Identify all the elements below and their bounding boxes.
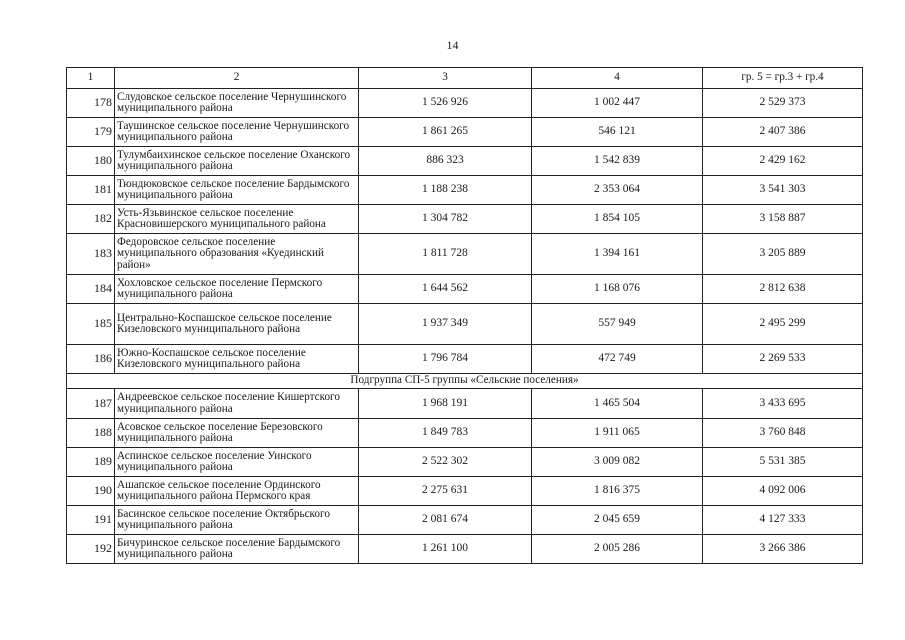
settlement-name: Слудовское сельское поселение Чернушинского муниципального района: [115, 89, 359, 118]
group-section: [67, 374, 863, 389]
table-body-b: [67, 389, 863, 564]
table-row: [67, 118, 863, 147]
value-col-4: 472 749: [532, 345, 703, 374]
value-col-4: 1 816 375: [532, 477, 703, 506]
value-col-4: 1 002 447: [532, 89, 703, 118]
value-col-3: 1 796 784: [359, 345, 532, 374]
settlements-table: [66, 67, 863, 564]
row-number: 191: [67, 506, 115, 535]
table-row: [67, 176, 863, 205]
table-row: [67, 147, 863, 176]
settlement-name: Усть-Язьвинское сельское поселение Красновишерского муниципального района: [115, 205, 359, 234]
table-row: [67, 345, 863, 374]
value-col-3: 886 323: [359, 147, 532, 176]
page-number: 14: [446, 38, 459, 52]
value-col-5: 3 760 848: [703, 419, 863, 448]
value-col-5: 2 429 162: [703, 147, 863, 176]
settlement-name: Андреевское сельское поселение Кишертского муниципального района: [115, 389, 359, 419]
settlement-name: Асовское сельское поселение Березовского муниципального района: [115, 419, 359, 448]
value-col-5: 2 812 638: [703, 275, 863, 304]
settlement-name: Басинское сельское поселение Октябрьского муниципального района: [115, 506, 359, 535]
row-number: 188: [67, 419, 115, 448]
table-row: [67, 448, 863, 477]
table-row: [67, 234, 863, 275]
group-row: [67, 374, 863, 389]
value-col-5: 2 269 533: [703, 345, 863, 374]
row-number: 182: [67, 205, 115, 234]
value-col-5: 5 531 385: [703, 448, 863, 477]
value-col-3: 1 937 349: [359, 304, 532, 345]
settlement-name: Южно-Коспашское сельское поселение Кизеловского муниципального района: [115, 345, 359, 374]
header-col-2: 2: [115, 68, 359, 89]
table-row: [67, 275, 863, 304]
header-col-5: гр. 5 = гр.3 + гр.4: [703, 68, 863, 89]
row-number: 185: [67, 304, 115, 345]
value-col-3: 2 275 631: [359, 477, 532, 506]
value-col-3: 1 861 265: [359, 118, 532, 147]
row-number: 178: [67, 89, 115, 118]
value-col-4: 1 394 161: [532, 234, 703, 275]
row-number: 184: [67, 275, 115, 304]
value-col-5: 3 205 889: [703, 234, 863, 275]
table-body-a: [67, 89, 863, 374]
header-col-1: 1: [67, 68, 115, 89]
table-row: [67, 419, 863, 448]
value-col-4: 2 353 064: [532, 176, 703, 205]
value-col-3: 1 644 562: [359, 275, 532, 304]
value-col-3: 1 188 238: [359, 176, 532, 205]
value-col-3: 1 261 100: [359, 535, 532, 564]
value-col-5: 3 158 887: [703, 205, 863, 234]
group-label: Подгруппа СП-5 группы «Сельские поселения»: [67, 374, 863, 389]
row-number: 180: [67, 147, 115, 176]
value-col-4: 1 465 504: [532, 389, 703, 419]
row-number: 181: [67, 176, 115, 205]
settlement-name: Тулумбаихинское сельское поселение Оханского муниципального района: [115, 147, 359, 176]
value-col-5: 3 266 386: [703, 535, 863, 564]
table-row: [67, 477, 863, 506]
settlement-name: Хохловское сельское поселение Пермского муниципального района: [115, 275, 359, 304]
table-row: [67, 506, 863, 535]
row-number: 179: [67, 118, 115, 147]
row-number: 186: [67, 345, 115, 374]
value-col-4: 1 854 105: [532, 205, 703, 234]
value-col-3: 1 526 926: [359, 89, 532, 118]
value-col-4: 546 121: [532, 118, 703, 147]
settlement-name: Бичуринское сельское поселение Бардымского муниципального района: [115, 535, 359, 564]
table-row: [67, 89, 863, 118]
value-col-4: 2 045 659: [532, 506, 703, 535]
settlement-name: Ашапское сельское поселение Ординского муниципального района Пермского края: [115, 477, 359, 506]
settlement-name: Центрально-Коспашское сельское поселение Кизеловского муниципального района: [115, 304, 359, 345]
value-col-4: 3 009 082: [532, 448, 703, 477]
row-number: 192: [67, 535, 115, 564]
table-row: [67, 205, 863, 234]
value-col-4: 1 542 839: [532, 147, 703, 176]
settlement-name: Тюндюковское сельское поселение Бардымского муниципального района: [115, 176, 359, 205]
value-col-4: 557 949: [532, 304, 703, 345]
value-col-5: 3 433 695: [703, 389, 863, 419]
value-col-5: 3 541 303: [703, 176, 863, 205]
table-row: [67, 535, 863, 564]
value-col-5: 2 407 386: [703, 118, 863, 147]
value-col-5: 2 495 299: [703, 304, 863, 345]
table-header-row: [67, 68, 863, 89]
value-col-3: 2 081 674: [359, 506, 532, 535]
settlement-name: Аспинское сельское поселение Уинского муниципального района: [115, 448, 359, 477]
value-col-5: 2 529 373: [703, 89, 863, 118]
table-row: [67, 389, 863, 419]
settlement-name: Таушинское сельское поселение Чернушинского муниципального района: [115, 118, 359, 147]
value-col-3: 1 811 728: [359, 234, 532, 275]
value-col-4: 2 005 286: [532, 535, 703, 564]
value-col-4: 1 168 076: [532, 275, 703, 304]
header-col-3: 3: [359, 68, 532, 89]
row-number: 187: [67, 389, 115, 419]
row-number: 189: [67, 448, 115, 477]
header-col-4: 4: [532, 68, 703, 89]
table-row: [67, 304, 863, 345]
value-col-4: 1 911 065: [532, 419, 703, 448]
value-col-3: 1 968 191: [359, 389, 532, 419]
settlement-name: Федоровское сельское поселение муниципального образования «Куединский район»: [115, 234, 359, 275]
value-col-3: 1 849 783: [359, 419, 532, 448]
row-number: 183: [67, 234, 115, 275]
value-col-5: 4 127 333: [703, 506, 863, 535]
value-col-3: 2 522 302: [359, 448, 532, 477]
row-number: 190: [67, 477, 115, 506]
value-col-5: 4 092 006: [703, 477, 863, 506]
value-col-3: 1 304 782: [359, 205, 532, 234]
